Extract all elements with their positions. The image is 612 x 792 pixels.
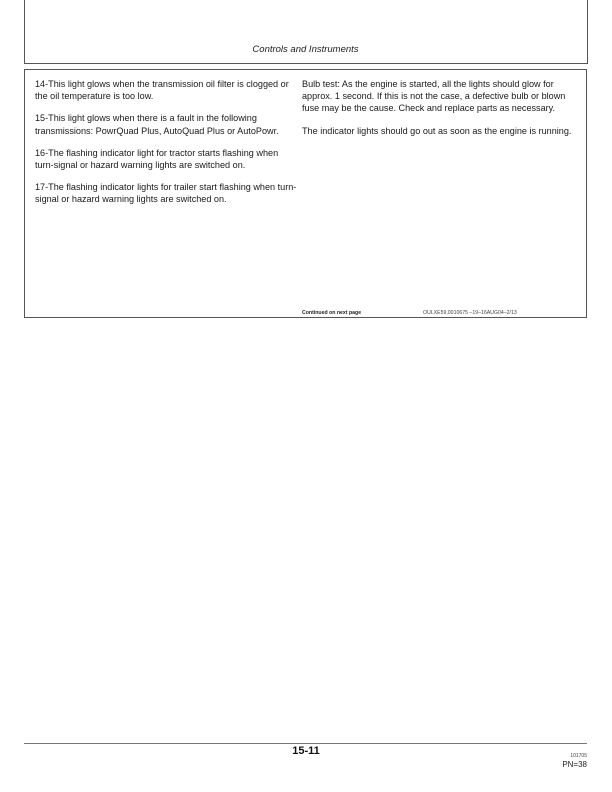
content-box	[24, 69, 587, 318]
right-column	[302, 78, 578, 147]
page-number: 15-11	[292, 745, 320, 757]
paragraph-14: 14-This light glows when the transmission oil filter is clogged or the oil temperature is too low.	[35, 79, 289, 102]
document-reference: OULXE59,0010675 –19–16AUG04–2/13	[423, 310, 517, 316]
paragraph-bulb-test: Bulb test: As the engine is started, all the lights should glow for approx. 1 second. If this is not the case, a defective bulb or blown fuse may be the cause. Check and replace parts as necessary.	[302, 79, 566, 114]
footer-code: 101705	[570, 753, 587, 759]
paragraph-16: 16-The flashing indicator light for tractor starts flashing when turn-signal or hazard warning lights are switched on.	[35, 147, 279, 171]
footer-rule	[24, 743, 587, 744]
paragraph-17: 17-The flashing indicator lights for trailer start flashing when turn-signal or hazard warning lights are switched on.	[35, 182, 297, 205]
footer-pn: PN=38	[562, 760, 587, 769]
left-column	[35, 78, 297, 216]
header-right-rule	[587, 0, 588, 64]
paragraph-15: 15-This light glows when there is a fault in the following transmissions: PowrQuad Plus, AutoQuad Plus or AutoPowr.	[35, 113, 279, 136]
header-bottom-rule	[24, 63, 587, 64]
section-title: Controls and Instruments	[252, 44, 359, 55]
paragraph-indicator-lights: The indicator lights should go out as soon as the engine is running.	[302, 125, 572, 136]
continued-note: Continued on next page	[302, 310, 362, 316]
